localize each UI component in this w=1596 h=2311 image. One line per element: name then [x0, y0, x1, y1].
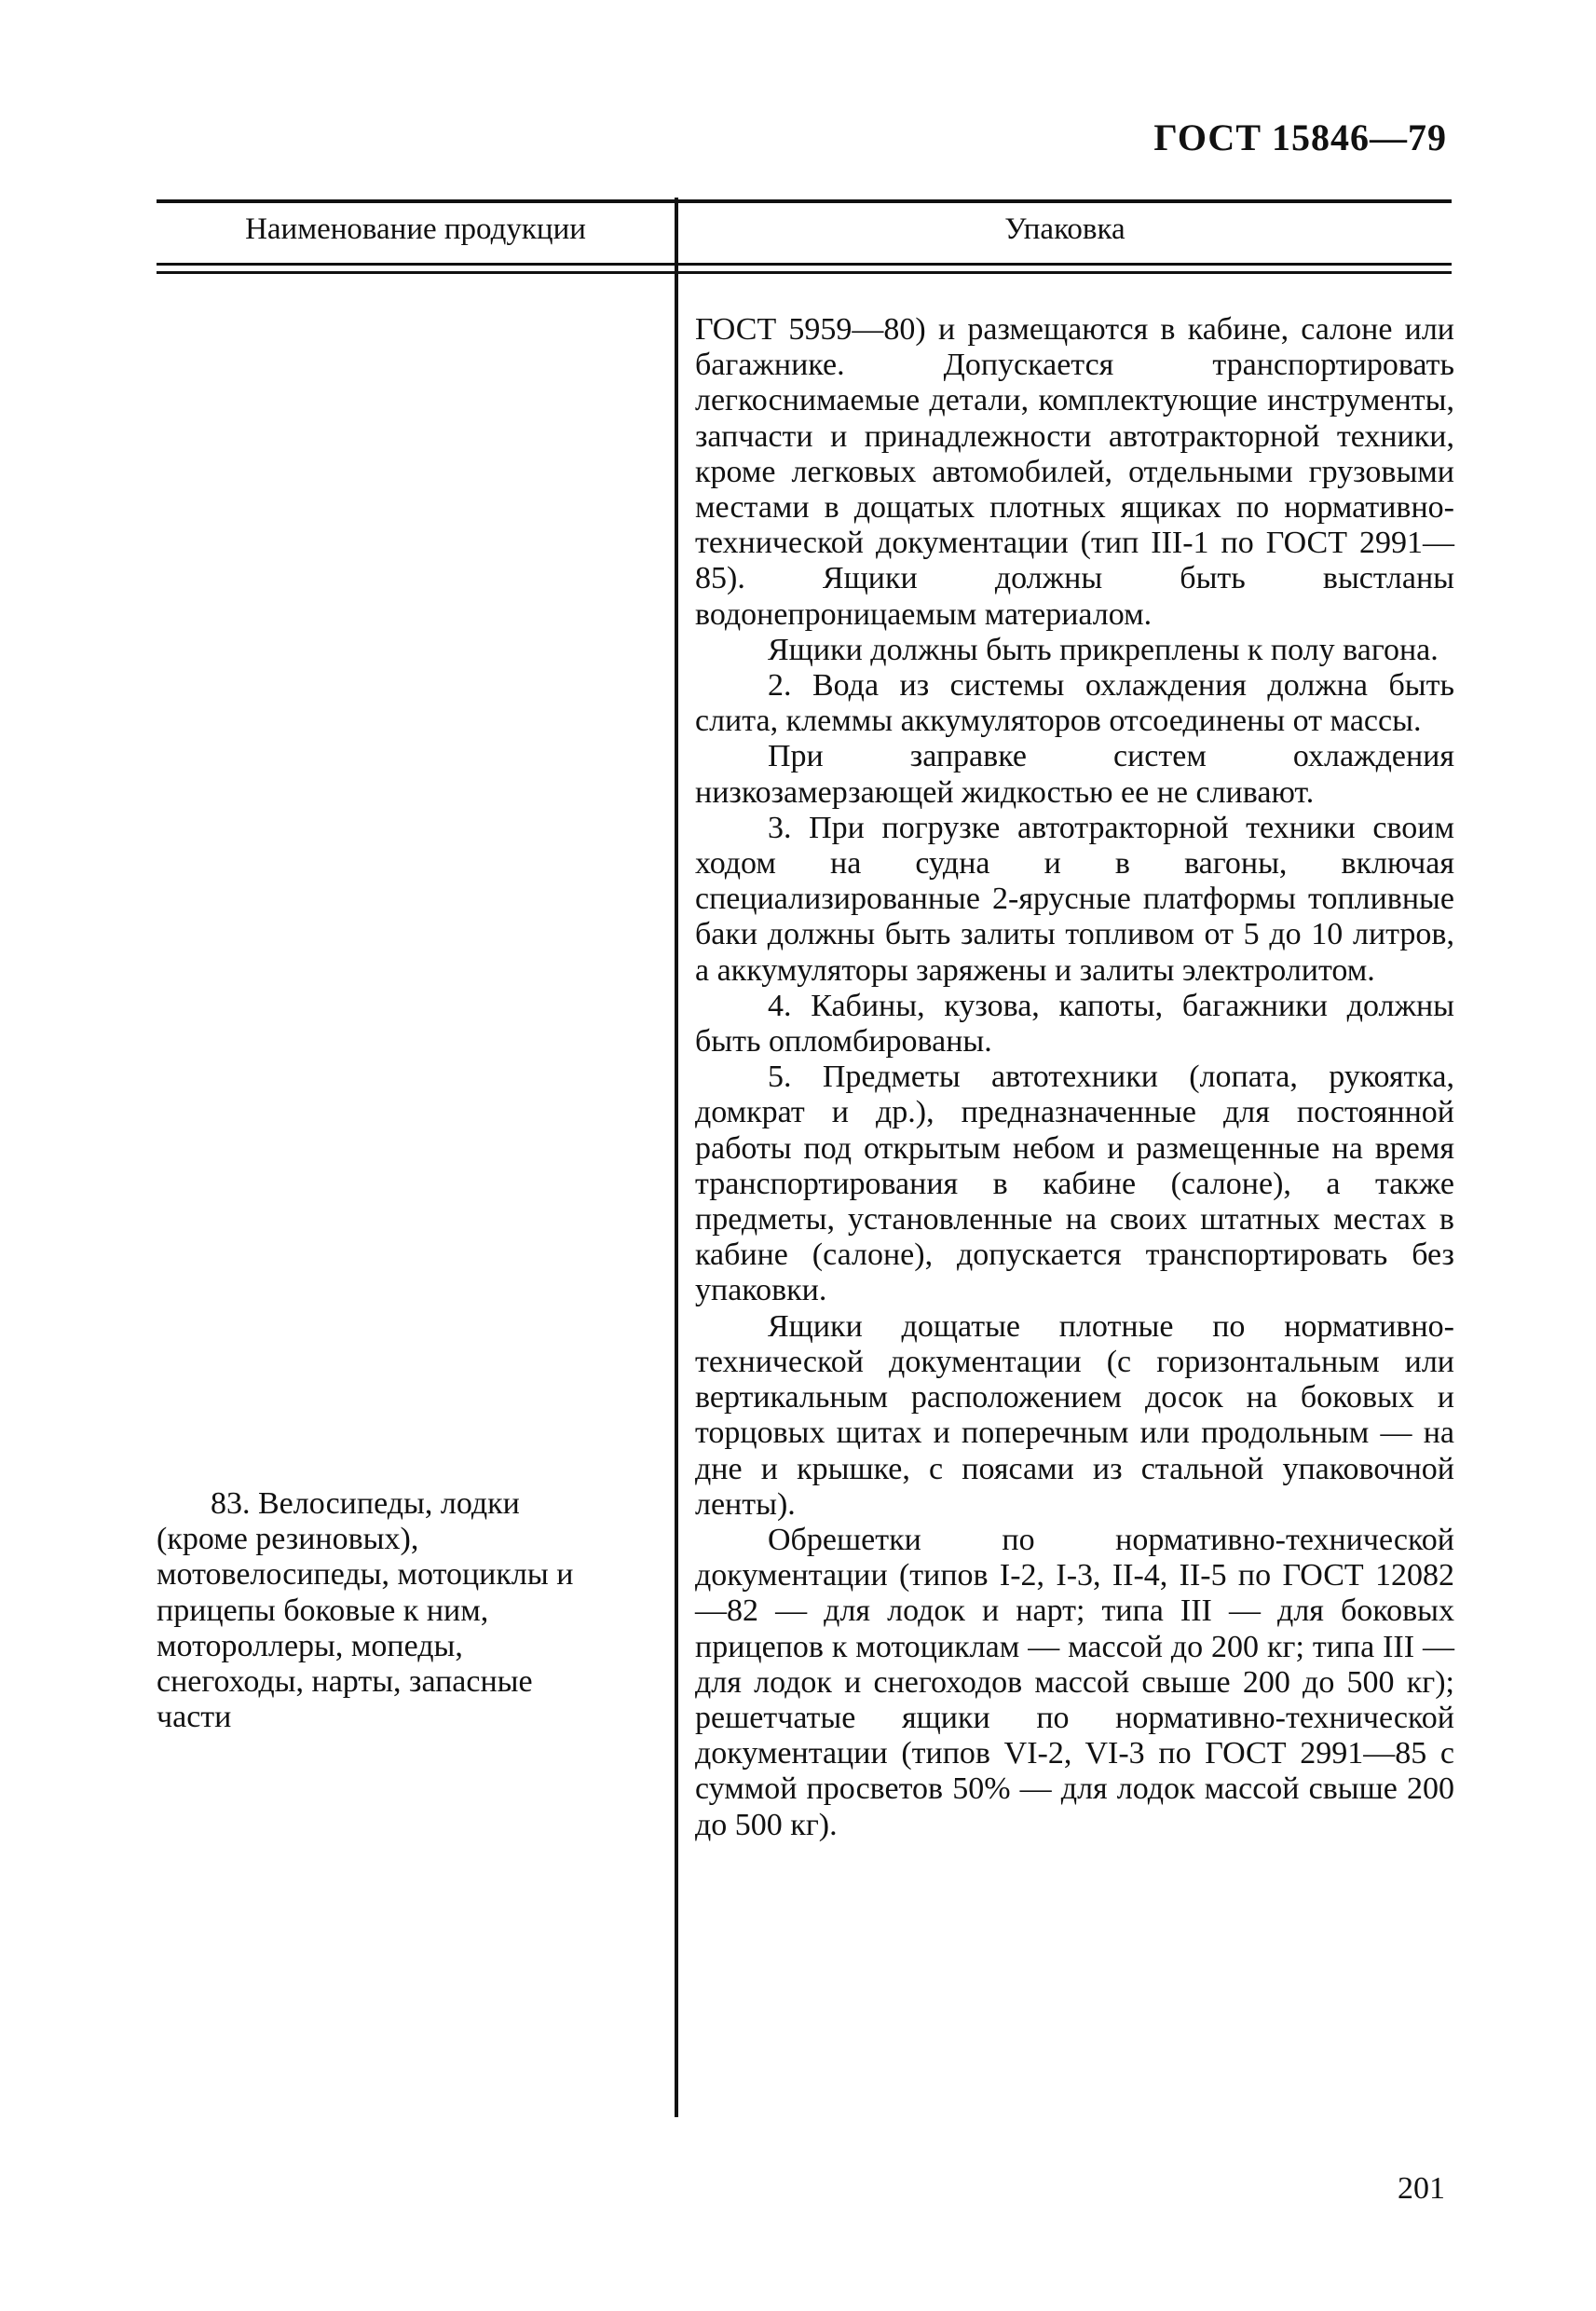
column-header-packaging: Упаковка [1004, 212, 1125, 246]
packaging-paragraph: При заправке систем охлаждения низкозамерзающей жидкостью ее не сливают. [695, 739, 1454, 810]
packaging-paragraph: Ящики дощатые плотные по нормативно-технической документации (с горизонтальным или вертикальным расположением досок на боковых и торцовых щитах и поперечным или продольным — на дне и крышке, с поясами из стальной упаковочной ленты). [695, 1308, 1454, 1522]
table-top-rule [157, 199, 1452, 203]
standard-number: ГОСТ 15846—79 [1153, 116, 1447, 158]
packaging-paragraph: 3. При погрузке автотракторной техники своим ходом на судна и в вагоны, включая специализированные 2-ярусные платформы топливные баки должны быть залиты топливом от 5 до 10 литров, а аккумуляторы заряжены и залиты электролитом. [695, 810, 1454, 988]
page-number: 201 [1398, 2171, 1445, 2206]
packaging-paragraph: ГОСТ 5959—80) и размещаются в кабине, салоне или багажнике. Допускается транспортировать легкоснимаемые детали, комплектующие инструменты, запчасти и принадлежности автотракторной техники, кроме легковых автомобилей, отдельными грузовыми местами в дощатых плотных ящиках по нормативно-технической документации (тип III-1 по ГОСТ 2991—85). Ящики должны быть выстланы водонепроницаемым материалом. [695, 312, 1454, 632]
product-text [157, 1486, 576, 1735]
table-header-rule-2 [157, 271, 1452, 274]
packaging-paragraph: Обрешетки по нормативно-технической документации (типов I-2, I-3, II-4, II-5 по ГОСТ 12082—82 — для лодок и нарт; типа III — для боковых прицепов к мотоциклам — массой до 200 кг; типа III — для лодок и снегоходов массой свыше 200 до 500 кг); решетчатые ящики по нормативно-технической документации (типов VI-2, VI-3 по ГОСТ 2991—85 с суммой просветов 50% — для лодок массой свыше 200 до 500 кг). [695, 1522, 1454, 1842]
column-divider [675, 198, 678, 2117]
packaging-paragraph: 5. Предметы автотехники (лопата, рукоятка, домкрат и др.), предназначенные для постоянной работы под открытым небом и размещенные на время транспортирования в кабине (салоне), а также предметы, установленные на своих штатных местах в кабине (салоне), допускается транспортировать без упаковки. [695, 1060, 1454, 1308]
packaging-paragraph: 4. Кабины, кузова, капоты, багажники должны быть опломбированы. [695, 988, 1454, 1060]
product-item: 83. Велосипеды, лодки (кроме резиновых), мотовелосипеды, мотоциклы и прицепы боковые к ним, мотороллеры, мопеды, снегоходы, нарты, запасные части [157, 1486, 574, 1735]
table-header-rule-1 [157, 263, 1452, 266]
column-header-product: Наименование продукции [245, 212, 586, 246]
packaging-paragraph: 2. Вода из системы охлаждения должна быть слита, клеммы аккумуляторов отсоединены от массы. [695, 668, 1454, 739]
packaging-paragraph: Ящики должны быть прикреплены к полу вагона. [768, 632, 1439, 667]
packaging-text [695, 312, 1454, 1843]
